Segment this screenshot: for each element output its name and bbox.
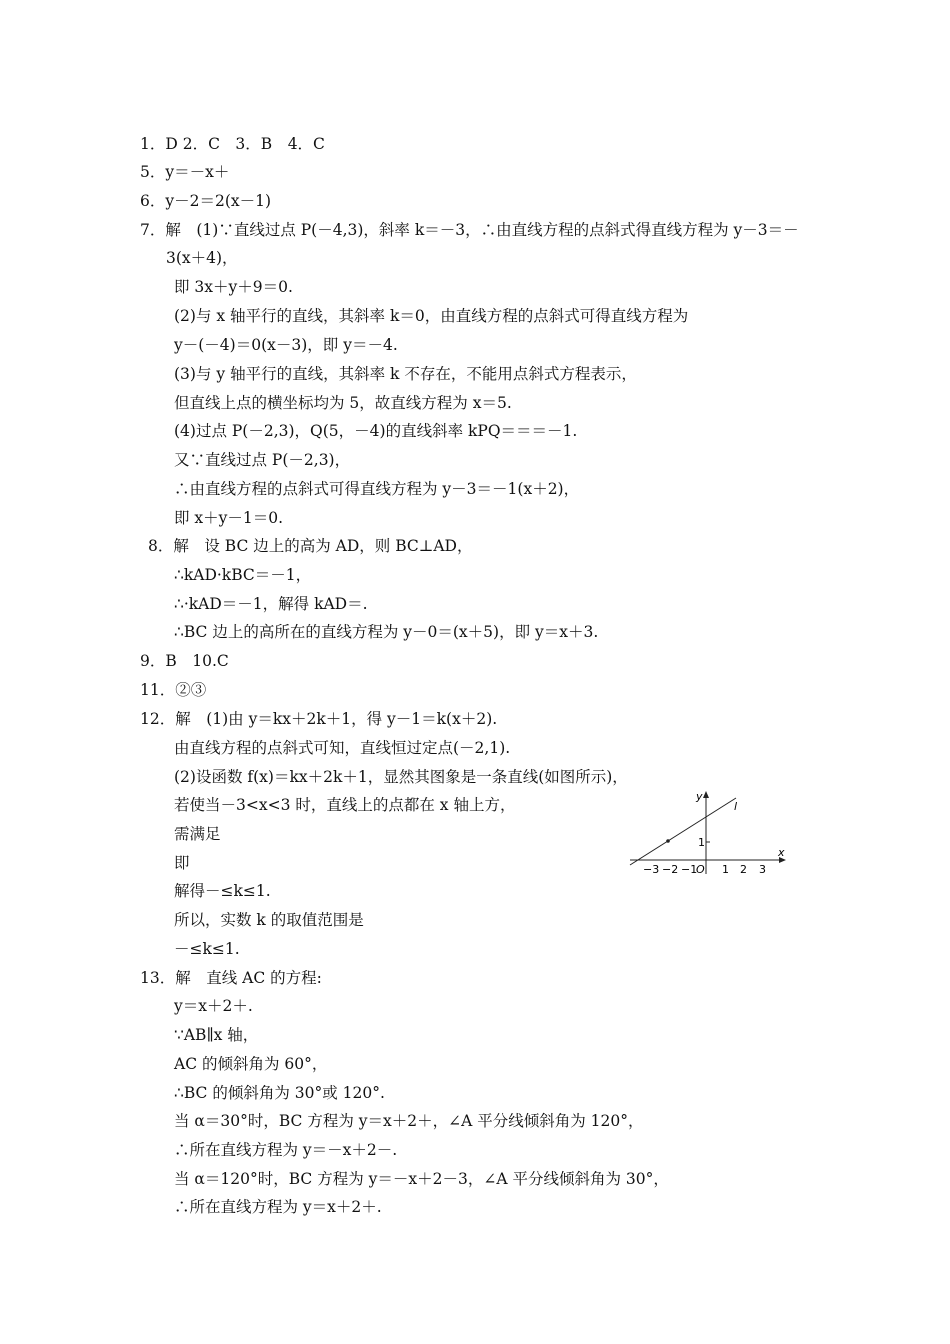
answer-line-6: 6．y－2＝2(x－1)	[140, 192, 272, 210]
y-axis-label: y	[696, 790, 703, 803]
answer-line-12b: 由直线方程的点斜式可知，直线恒过定点(－2,1).	[174, 739, 511, 757]
answer-line-7-cont: 3(x＋4)，	[166, 249, 238, 267]
fixed-point	[666, 839, 670, 843]
y-axis-arrow	[703, 791, 709, 798]
x-tick-label-neg1: −1	[681, 863, 698, 876]
answer-line-5: 5．y＝－x＋	[140, 163, 230, 181]
answer-line-12i: －≤k≤1.	[174, 940, 240, 958]
answer-line-7-4b: 又∵直线过点 P(－2,3)，	[174, 451, 351, 469]
coordinate-diagram	[628, 786, 790, 876]
line-l	[630, 798, 736, 865]
answer-line-7-3: (3)与 y 轴平行的直线，其斜率 k 不存在，不能用点斜式方程表示，	[174, 365, 637, 383]
x-axis-label: x	[778, 846, 785, 859]
answer-line-7-1: 即 3x＋y＋9＝0.	[174, 278, 293, 296]
answer-line-13d: AC 的倾斜角为 60°，	[174, 1055, 328, 1073]
answer-line-7-2b: y－(－4)＝0(x－3)，即 y＝－4.	[174, 336, 398, 354]
answer-line-8: 8．解 设 BC 边上的高为 AD，则 BC⊥AD，	[148, 537, 473, 555]
answer-line-13e: ∴BC 的倾斜角为 30°或 120°.	[174, 1084, 385, 1102]
answer-line-7-4d: 即 x＋y－1＝0.	[174, 509, 284, 527]
answer-line-13h: 当 α＝120°时，BC 方程为 y＝－x＋2－3，∠A 平分线倾斜角为 30°，	[174, 1170, 669, 1188]
answer-line-13g: ∴所在直线方程为 y＝－x＋2－.	[174, 1141, 398, 1159]
origin-label: O	[696, 863, 705, 876]
x-tick-label-3: 3	[759, 863, 766, 876]
answer-line-11: 11．②③	[140, 681, 207, 699]
answer-line-9-10: 9．B 10.C	[140, 652, 229, 670]
answer-line-7-2: (2)与 x 轴平行的直线，其斜率 k＝0，由直线方程的点斜式可得直线方程为	[174, 307, 689, 325]
y-tick-label: 1	[698, 836, 705, 849]
answer-line-13i: ∴所在直线方程为 y＝x＋2＋.	[174, 1198, 382, 1216]
answer-line-7-3b: 但直线上点的横坐标均为 5，故直线方程为 x＝5.	[174, 394, 512, 412]
answer-line-12e: 需满足	[174, 825, 221, 843]
answer-line-12c: (2)设函数 f(x)＝kx＋2k＋1，显然其图象是一条直线(如图所示)，	[174, 768, 628, 786]
answer-line-1-4: 1．D 2．C 3．B 4．C	[140, 135, 325, 153]
answer-line-12g: 解得－≤k≤1.	[174, 882, 271, 900]
x-tick-label-1: 1	[722, 863, 729, 876]
answer-line-12f: 即	[174, 854, 190, 872]
answer-line-13f: 当 α＝30°时，BC 方程为 y＝x＋2＋，∠A 平分线倾斜角为 120°，	[174, 1112, 644, 1130]
answer-line-8c: ∴·kAD＝－1，解得 kAD＝.	[174, 595, 368, 613]
answer-line-13: 13．解 直线 AC 的方程:	[140, 969, 322, 987]
x-tick-label-neg3: −3	[643, 863, 660, 876]
line-graph-figure	[628, 786, 790, 876]
answer-line-12: 12．解 (1)由 y＝kx＋2k＋1，得 y－1＝k(x＋2).	[140, 710, 498, 728]
x-tick-label-2: 2	[740, 863, 747, 876]
answer-line-12d: 若使当－3<x<3 时，直线上的点都在 x 轴上方，	[174, 796, 516, 814]
answer-line-8b: ∴kAD·kBC＝－1，	[174, 566, 312, 584]
answer-line-8d: ∴BC 边上的高所在的直线方程为 y－0＝(x＋5)，即 y＝x＋3.	[174, 623, 599, 641]
line-label: l	[734, 800, 738, 813]
answer-line-12h: 所以，实数 k 的取值范围是	[174, 911, 364, 929]
x-tick-label-neg2: −2	[662, 863, 679, 876]
answer-line-7: 7．解 (1)∵直线过点 P(－4,3)，斜率 k＝－3，∴由直线方程的点斜式得直线方程为 y－3＝－	[140, 221, 799, 239]
answer-line-7-4: (4)过点 P(－2,3)，Q(5，－4)的直线斜率 kPQ＝＝＝－1.	[174, 422, 578, 440]
answer-line-7-4c: ∴由直线方程的点斜式可得直线方程为 y－3＝－1(x＋2)，	[174, 480, 580, 498]
answer-line-13b: y＝x＋2＋.	[174, 997, 253, 1015]
answer-line-13c: ∵AB∥x 轴，	[174, 1026, 259, 1044]
